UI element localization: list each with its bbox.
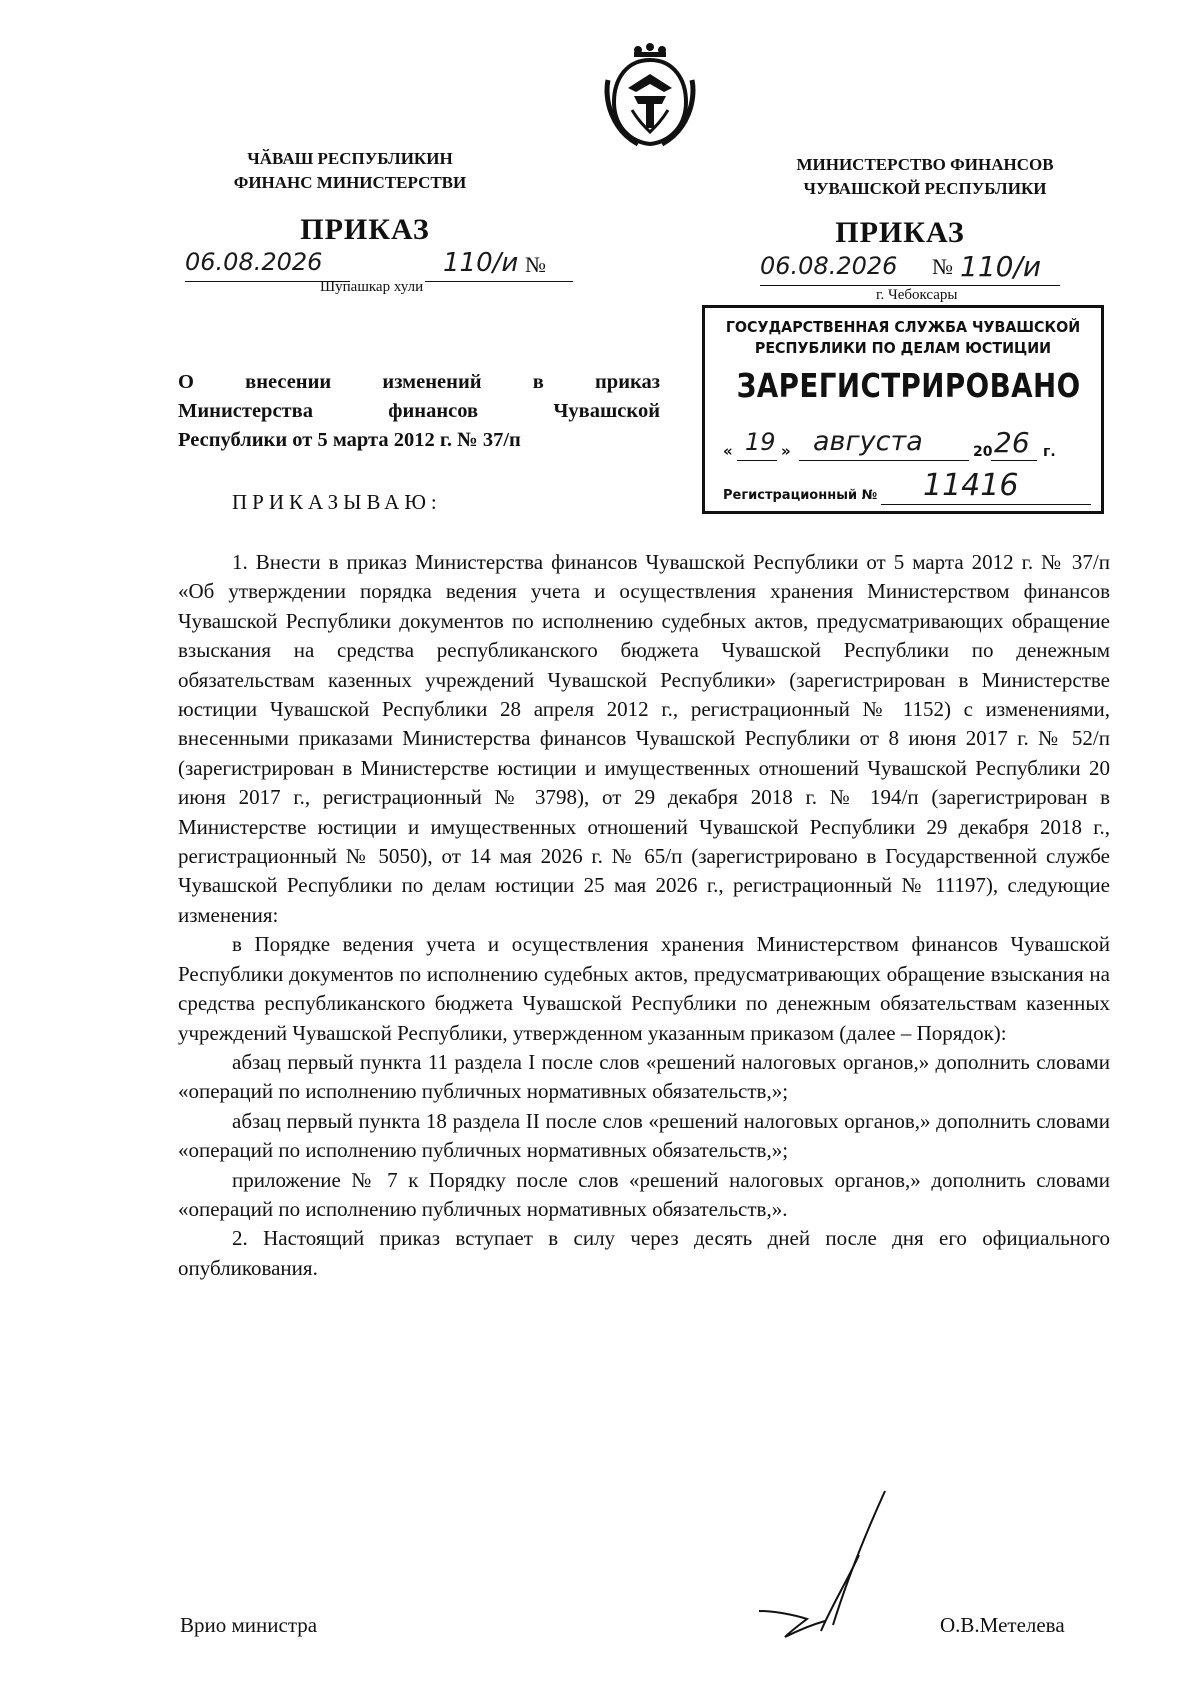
body-paragraph-3: абзац первый пункта 11 раздела I после слов «решений налоговых органов,» дополнить словами «операций по исполнению публичных нормативных обязательств,»;: [178, 1049, 1110, 1104]
header-left-line1: ЧӐВАШ РЕСПУБЛИКИН: [247, 149, 453, 168]
order-right-line: [760, 250, 1100, 303]
stamp-reg-underline: [881, 504, 1091, 505]
order-right-number: 110/и: [960, 250, 1042, 283]
body-paragraph-4: абзац первый пункта 18 раздела II после слов «решений налоговых органов,» дополнить словами «операций по исполнению публичных нормативных обязательств,»;: [178, 1108, 1110, 1163]
order-left-place: Шупашкар хули: [320, 279, 424, 295]
stamp-month-underline: [799, 460, 969, 461]
stamp-year-underline: [991, 460, 1037, 461]
stamp-close-quote: »: [781, 442, 791, 460]
document-body: [178, 548, 1110, 1283]
title-line2: Министерства финансов Чувашской: [178, 400, 660, 422]
header-right-line1: МИНИСТЕРСТВО ФИНАНСОВ: [796, 155, 1054, 174]
stamp-org-line1: ГОСУДАРСТВЕННАЯ СЛУЖБА ЧУВАШСКОЙ: [725, 318, 1081, 336]
body-paragraph-5: приложение № 7 к Порядку после слов «решений налоговых органов,» дополнить словами «операций по исполнению публичных нормативных обязательств,».: [178, 1167, 1110, 1221]
header-left: [200, 147, 500, 195]
registration-stamp: [702, 305, 1104, 514]
header-right: [775, 153, 1075, 201]
handwritten-signature: [755, 1485, 915, 1640]
header-left-line2: ФИНАНС МИНИСТЕРСТВИ: [233, 173, 467, 192]
title-line1: О внесении изменений в приказ: [178, 371, 660, 393]
stamp-reg-label: Регистрационный №: [723, 488, 878, 503]
stamp-org-line2: РЕСПУБЛИКИ ПО ДЕЛАМ ЮСТИЦИИ: [754, 339, 1052, 357]
order-left-number: 110/и: [443, 248, 519, 278]
stamp-day-underline: [737, 460, 777, 461]
body-paragraph-1: 1. Внести в приказ Министерства финансов Чувашской Республики от 5 марта 2012 г. № 37/п «Об утверждении порядка ведения учета и осуществления хранения Министерством финансов Чувашской Республики документов по исполнению судебных актов, предусматривающих обращение взыскания на средства республиканского бюджета Чувашской Республики по денежным обязательствам казенных учреждений Чувашской Республики» (зарегистрирован в Министерстве юстиции Чувашской Республики 28 апреля 2012 г., регистрационный № 1152) с изменениями, внесенными приказами Министерства финансов Чувашской Республики от 8 июня 2017 г. № 52/п (зарегистрирован в Министерстве юстиции и имущественных отношений Чувашской Республики 20 июня 2017 г., регистрационный № 3798), от 29 декабря 2018 г. № 194/п (зарегистрирован в Министерстве юстиции и имущественных отношений Чувашской Республики 29 декабря 2018 г., регистрационный № 5050), от 14 мая 2026 г. № 65/п (зарегистрировано в Государственной службе Чувашской Республики по делам юстиции 25 мая 2026 г., регистрационный № 11197), следующие изменения:: [178, 550, 1110, 927]
order-left-date: 06.08.2026: [185, 248, 323, 276]
stamp-year-prefix: 20: [973, 444, 993, 460]
stamp-reg-row: [723, 468, 1093, 510]
stamp-year-suffix: 26: [994, 426, 1030, 459]
chuvash-emblem-icon: [598, 40, 702, 148]
signatory-name: О.В.Метелева: [940, 1613, 1065, 1637]
order-title-left: ПРИКАЗ: [300, 213, 430, 246]
document-title: [178, 368, 660, 455]
body-paragraph-6: 2. Настоящий приказ вступает в силу через десять дней после дня его официального опубликования.: [178, 1226, 1110, 1280]
body-paragraph-2: в Порядке ведения учета и осуществления хранения Министерством финансов Чувашской Республики документов по исполнению судебных актов, предусматривающих обращение взыскания на средства республиканского бюджета Чувашской Республики по денежным обязательствам казенных учреждений Чувашской Республики, утвержденном указанным приказом (далее – Порядок):: [178, 932, 1110, 1045]
order-right-date: 06.08.2026: [760, 252, 898, 280]
stamp-reg-number: 11416: [923, 468, 1019, 503]
order-left-line: [185, 248, 575, 295]
stamp-day: 19: [745, 428, 776, 456]
stamp-date-row: [723, 426, 1093, 468]
order-right-no: №: [932, 254, 953, 279]
stamp-open-quote: «: [723, 442, 733, 460]
order-right-underline: [760, 285, 1060, 286]
coat-of-arms-emblem: [598, 40, 702, 148]
header-right-line2: ЧУВАШСКОЙ РЕСПУБЛИКИ: [803, 179, 1047, 198]
order-right-place: г. Чебоксары: [876, 287, 958, 303]
signature-scribble-icon: [755, 1485, 915, 1640]
stamp-year-unit: г.: [1043, 444, 1056, 460]
title-line3: Республики от 5 марта 2012 г. № 37/п: [178, 429, 521, 451]
order-left-number-no: №: [525, 252, 546, 277]
signatory-position: Врио министра: [180, 1613, 318, 1637]
stamp-registered: ЗАРЕГИСТРИРОВАНО: [736, 366, 1081, 405]
prikazyvayu-heading: ПРИКАЗЫВАЮ:: [232, 490, 442, 514]
order-left-number-underline: [425, 281, 573, 282]
order-title-right: ПРИКАЗ: [835, 216, 965, 249]
stamp-month: августа: [813, 426, 923, 457]
